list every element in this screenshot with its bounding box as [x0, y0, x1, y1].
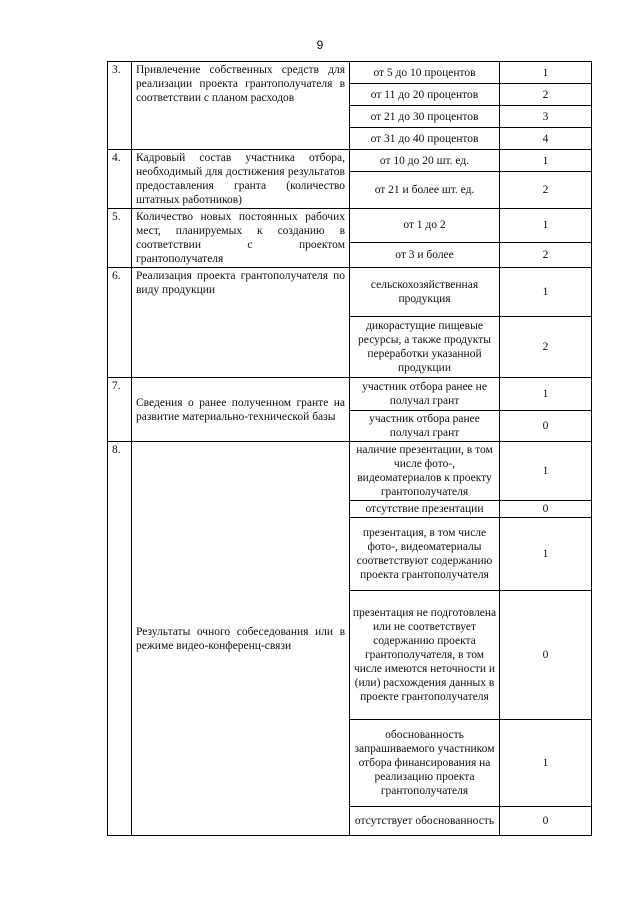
option-text: сельскохозяйственная продукция: [350, 268, 500, 317]
score-value: 1: [500, 378, 592, 411]
score-value: 1: [500, 209, 592, 243]
option-text: от 31 до 40 процентов: [350, 128, 500, 150]
criterion-text: Количество новых постоянных рабочих мест, планируемых к созданию в соответствии с проектом грантополучателя: [132, 209, 350, 268]
criterion-text: Привлечение собственных средств для реализации проекта грантополучателя в соответствии с планом расходов: [132, 62, 350, 150]
page-number: 9: [316, 38, 324, 52]
score-value: 0: [500, 411, 592, 442]
table-row: [108, 209, 592, 243]
option-text: от 5 до 10 процентов: [350, 62, 500, 84]
score-value: 1: [500, 150, 592, 172]
option-text: участник отбора ранее не получал грант: [350, 378, 500, 411]
score-value: 2: [500, 84, 592, 106]
option-text: от 1 до 2: [350, 209, 500, 243]
score-value: 4: [500, 128, 592, 150]
option-text: дикорастущие пищевые ресурсы, а также продукты переработки указанной продукции: [350, 317, 500, 378]
score-value: 1: [500, 518, 592, 591]
row-number: 6.: [108, 268, 132, 378]
criteria-table: [107, 61, 592, 836]
option-text: от 21 до 30 процентов: [350, 106, 500, 128]
option-text: отсутствие презентации: [350, 501, 500, 518]
row-number: 4.: [108, 150, 132, 209]
option-text: от 10 до 20 шт. ед.: [350, 150, 500, 172]
table-row: [108, 442, 592, 501]
option-text: отсутствует обоснованность: [350, 807, 500, 836]
option-text: обоснованность запрашиваемого участником отбора финансирования на реализацию проекта грантополучателя: [350, 720, 500, 807]
score-value: 1: [500, 62, 592, 84]
score-value: 2: [500, 242, 592, 267]
option-text: от 21 и более шт. ед.: [350, 172, 500, 209]
score-value: 2: [500, 317, 592, 378]
option-text: презентация не подготовлена или не соответствует содержанию проекта грантополучателя, в том числе имеются неточности и (или) расхождения данных в проекте грантополучателя: [350, 591, 500, 720]
option-text: наличие презентации, в том числе фото-, видеоматериалов к проекту грантополучателя: [350, 442, 500, 501]
score-value: 2: [500, 172, 592, 209]
row-number: 5.: [108, 209, 132, 268]
row-number: 3.: [108, 62, 132, 150]
score-value: 3: [500, 106, 592, 128]
score-value: 0: [500, 807, 592, 836]
criterion-text: Сведения о ранее полученном гранте на развитие материально-технической базы: [132, 378, 350, 442]
row-number: 8.: [108, 442, 132, 836]
score-value: 0: [500, 591, 592, 720]
table-row: [108, 268, 592, 317]
option-text: презентация, в том числе фото-, видеоматериалы соответствуют содержанию проекта грантополучателя: [350, 518, 500, 591]
option-text: от 3 и более: [350, 242, 500, 267]
criterion-text: Результаты очного собеседования или в режиме видео-конференц-связи: [132, 442, 350, 836]
option-text: участник отбора ранее получал грант: [350, 411, 500, 442]
criterion-text: Реализация проекта грантополучателя по виду продукции: [132, 268, 350, 378]
table-row: [108, 62, 592, 84]
criterion-text: Кадровый состав участника отбора, необходимый для достижения результатов предоставления гранта (количество штатных работников): [132, 150, 350, 209]
option-text: от 11 до 20 процентов: [350, 84, 500, 106]
table-row: [108, 378, 592, 411]
score-value: 1: [500, 720, 592, 807]
table-row: [108, 150, 592, 172]
score-value: 1: [500, 268, 592, 317]
score-value: 1: [500, 442, 592, 501]
score-value: 0: [500, 501, 592, 518]
row-number: 7.: [108, 378, 132, 442]
